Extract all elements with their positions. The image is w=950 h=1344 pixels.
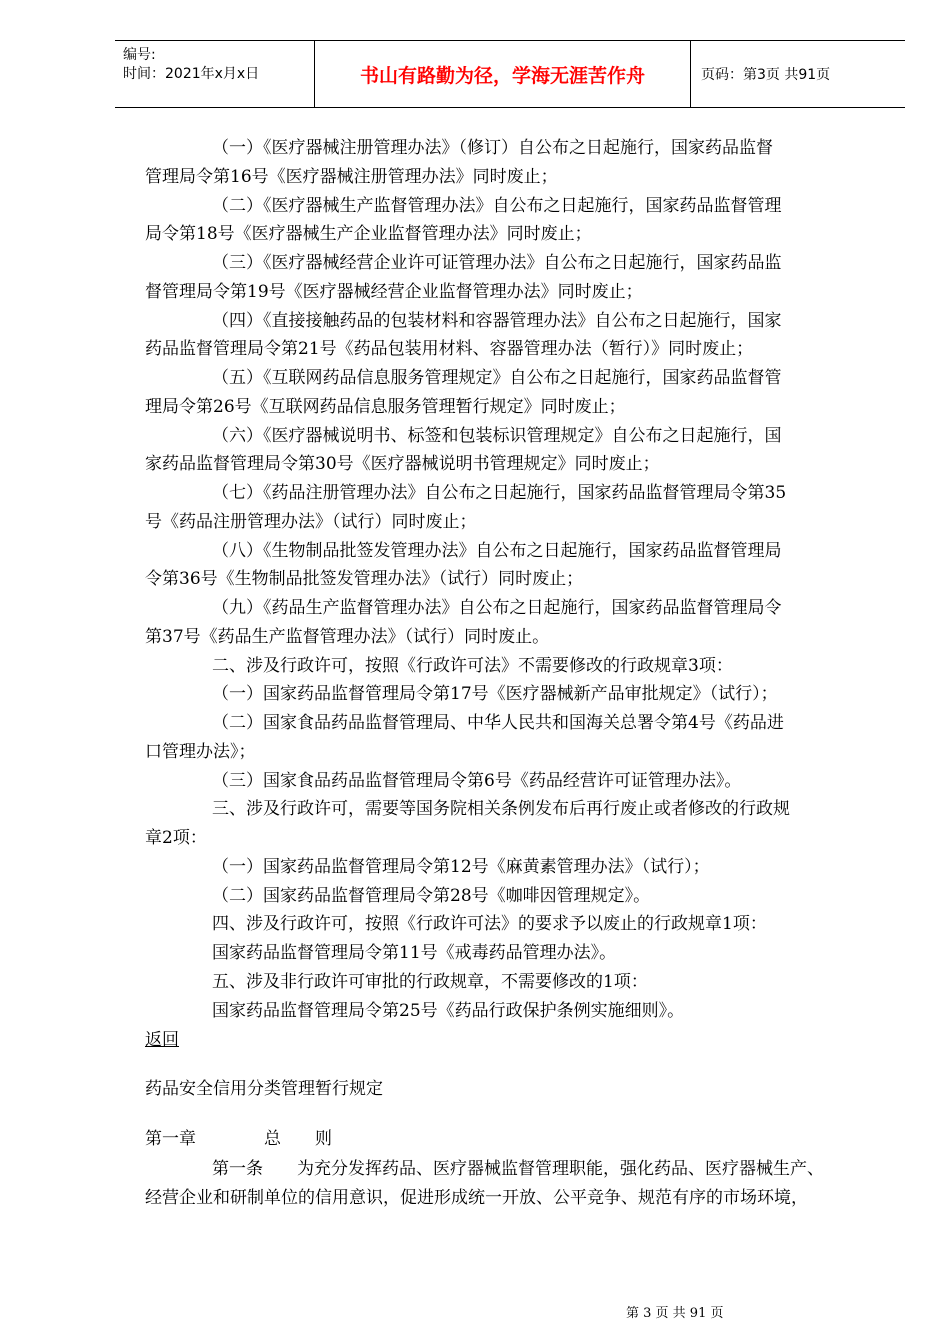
body-line: 五、涉及非行政许可审批的行政规章，不需要修改的1项：: [212, 972, 648, 992]
document-number: 编号:: [123, 47, 156, 63]
body-line: （一）国家药品监督管理局令第17号《医疗器械新产品审批规定》（试行）；: [212, 684, 778, 704]
body-line: （八）《生物制品批签发管理办法》自公布之日起施行，国家药品监督管理局: [212, 541, 782, 561]
body-line: 家药品监督管理局令第30号《医疗器械说明书管理规定》同时废止；: [145, 454, 660, 474]
body-line: 国家药品监督管理局令第25号《药品行政保护条例实施细则》。: [212, 1001, 685, 1021]
body-line: 三、涉及行政许可，需要等国务院相关条例发布后再行废止或者修改的行政规: [212, 799, 790, 819]
body-line: （一）国家药品监督管理局令第12号《麻黄素管理办法》（试行）；: [212, 857, 710, 877]
body-line: 口管理办法》；: [145, 742, 256, 762]
body-line: （二）国家食品药品监督管理局、中华人民共和国海关总署令第4号《药品进: [212, 713, 784, 733]
article-line: 第一条 为充分发挥药品、医疗器械监督管理职能，强化药品、医疗器械生产、: [212, 1159, 824, 1179]
header-motto: 书山有路勤为径，学海无涯苦作舟: [315, 41, 691, 107]
article-line: 经营企业和研制单位的信用意识，促进形成统一开放、公平竞争、规范有序的市场环境，: [145, 1188, 808, 1208]
body-line: 第37号《药品生产监督管理办法》（试行）同时废止。: [145, 627, 550, 647]
page-header: [115, 40, 905, 108]
body-line: 四、涉及行政许可，按照《行政许可法》的要求予以废止的行政规章1项：: [212, 914, 767, 934]
header-page-info: 页码：第3页 共91页: [701, 67, 831, 83]
body-line: （六）《医疗器械说明书、标签和包装标识管理规定》自公布之日起施行，国: [212, 426, 782, 446]
body-line: 药品监督管理局令第21号《药品包装用材料、容器管理办法（暂行）》同时废止；: [145, 339, 754, 359]
body-line: 督管理局令第19号《医疗器械经营企业监督管理办法》同时废止；: [145, 282, 643, 302]
header-meta: [115, 41, 315, 107]
body-line: 局令第18号《医疗器械生产企业监督管理办法》同时废止；: [145, 224, 592, 244]
document-title: 药品安全信用分类管理暂行规定: [145, 1079, 383, 1099]
body-line: （三）国家食品药品监督管理局令第6号《药品经营许可证管理办法》。: [212, 771, 742, 791]
body-line: 理局令第26号《互联网药品信息服务管理暂行规定》同时废止；: [145, 397, 626, 417]
body-line: （五）《互联网药品信息服务管理规定》自公布之日起施行，国家药品监督管: [212, 368, 782, 388]
body-line: （三）《医疗器械经营企业许可证管理办法》自公布之日起施行，国家药品监: [212, 253, 782, 273]
body-line: （七）《药品注册管理办法》自公布之日起施行，国家药品监督管理局令第35: [212, 483, 787, 503]
body-line: （二）《医疗器械生产监督管理办法》自公布之日起施行，国家药品监督管理: [212, 196, 782, 216]
body-line: （九）《药品生产监督管理办法》自公布之日起施行，国家药品监督管理局令: [212, 598, 782, 618]
body-line: （二）国家药品监督管理局令第28号《咖啡因管理规定》。: [212, 886, 651, 906]
body-line: 令第36号《生物制品批签发管理办法》（试行）同时废止；: [145, 569, 584, 589]
body-line: （四）《直接接触药品的包装材料和容器管理办法》自公布之日起施行，国家: [212, 311, 782, 331]
body-line: 号《药品注册管理办法》（试行）同时废止；: [145, 512, 477, 532]
body-line: 章2项：: [145, 828, 207, 848]
chapter-heading: 第一章 总 则: [145, 1129, 332, 1149]
document-time: 时间：2021年x月x日: [123, 66, 260, 82]
return-link[interactable]: 返回: [145, 1030, 179, 1050]
body-line: 管理局令第16号《医疗器械注册管理办法》同时废止；: [145, 167, 558, 187]
page-footer: 第 3 页 共 91 页: [626, 1306, 724, 1321]
body-line: 国家药品监督管理局令第11号《戒毒药品管理办法》。: [212, 943, 617, 963]
body-line: 二、涉及行政许可，按照《行政许可法》不需要修改的行政规章3项：: [212, 656, 733, 676]
body-line: （一）《医疗器械注册管理办法》（修订）自公布之日起施行，国家药品监督: [212, 138, 773, 158]
